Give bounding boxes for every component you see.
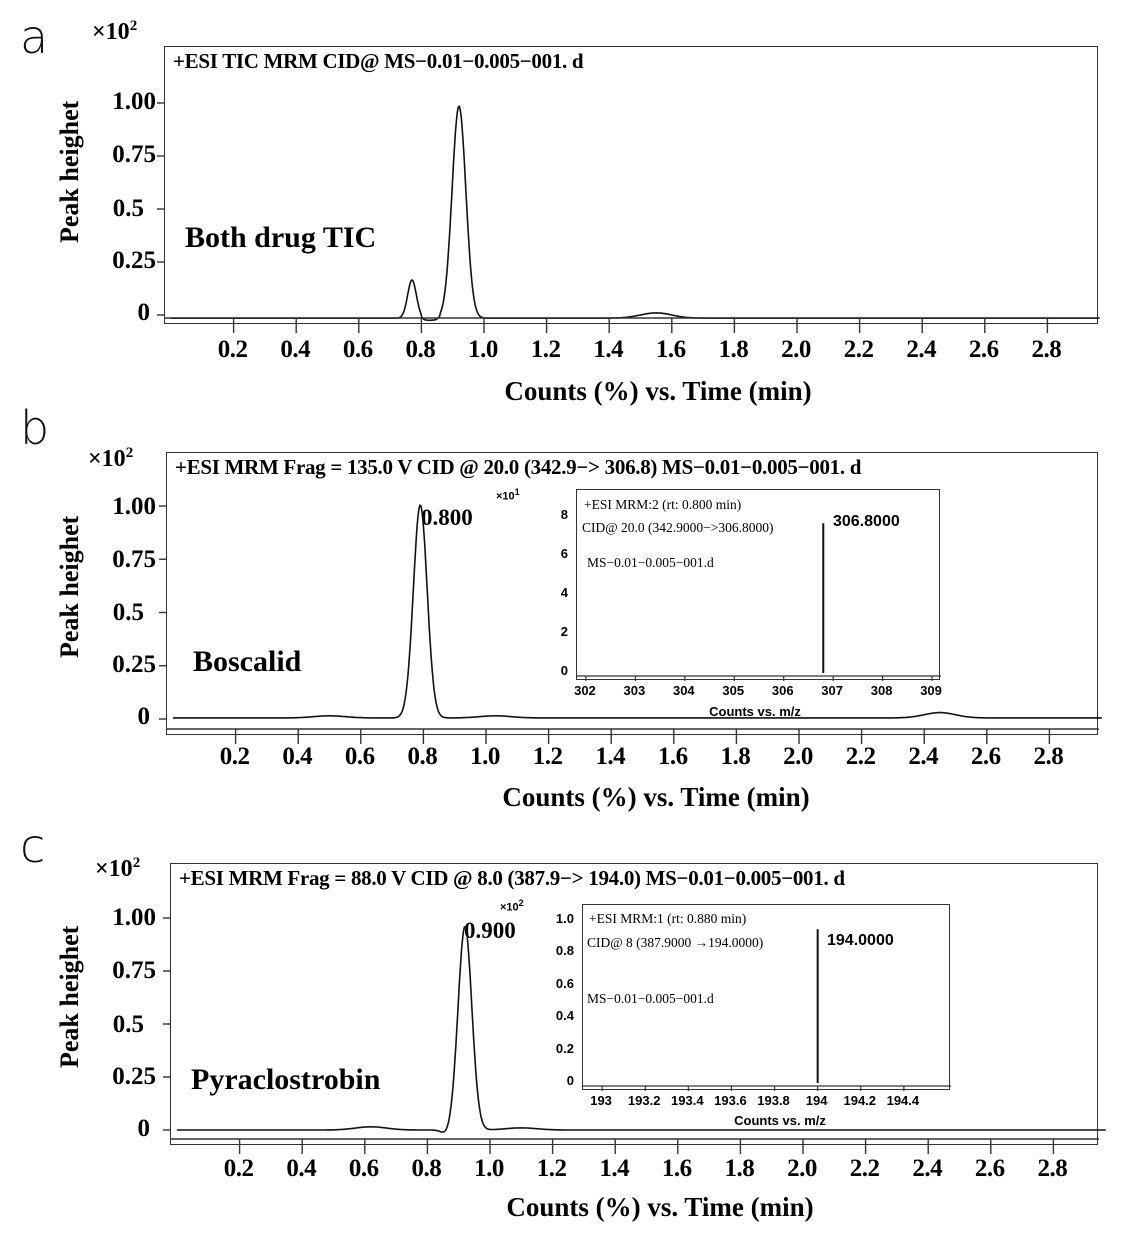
x-tick: 1.4 — [599, 1155, 630, 1182]
x-tick: 1.8 — [718, 336, 749, 363]
x-axis-label: Counts (%) vs. Time (min) — [504, 376, 812, 406]
inset-y-scale-note: $\times 10^2$ — [500, 898, 524, 914]
inset-x-tick: 193.2 — [627, 1093, 661, 1108]
inset-x-axis-label: Counts vs. m/z — [709, 704, 801, 719]
x-tick: 1.8 — [724, 1155, 755, 1182]
y-scale-note: $\times 10^2$ — [88, 445, 134, 472]
inset-x-tick: 307 — [821, 683, 844, 698]
inset-x-axis-label: Counts vs. m/z — [734, 1113, 826, 1128]
x-tick: 2.8 — [1037, 1155, 1068, 1182]
inset-x-tick: 308 — [870, 683, 893, 698]
inset-x-tick: 193.4 — [671, 1093, 704, 1108]
x-tick: 1.2 — [532, 743, 563, 770]
inset-cid-info: CID@ 20.0 (342.9000−>306.8000) — [582, 520, 774, 535]
x-tick: 2.2 — [849, 1155, 880, 1182]
inset-y-tick: 0.8 — [555, 943, 574, 959]
x-tick: 0.8 — [407, 743, 438, 770]
panel-letter-a: a — [20, 10, 49, 64]
inset-y-tick: 4 — [560, 585, 568, 601]
x-axis-label: Counts (%) vs. Time (min) — [502, 782, 810, 812]
y-tick: 0.5 — [112, 599, 144, 626]
y-tick: 0 — [137, 1115, 150, 1142]
y-tick: 0.25 — [112, 1063, 156, 1090]
inset-file-name: MS−0.01−0.005−001.d — [587, 991, 714, 1006]
x-tick: 2.4 — [912, 1155, 943, 1182]
x-tick: 2.6 — [968, 336, 999, 363]
inset-y-tick: 8 — [560, 507, 568, 523]
panel-a — [0, 0, 1121, 420]
x-tick: 0.4 — [282, 743, 313, 770]
x-tick: 1.6 — [661, 1155, 692, 1182]
x-tick: 1.4 — [595, 743, 626, 770]
panel-b — [0, 401, 1121, 825]
y-tick: 0.25 — [112, 247, 156, 274]
inset-cid-info: CID@ 8 (387.9000 →194.0000) — [587, 935, 764, 950]
y-scale-note: $\times 10^2$ — [92, 18, 138, 45]
inset-file-name: MS−0.01−0.005−001.d — [587, 555, 714, 570]
x-tick: 0.2 — [219, 743, 250, 770]
panel-letter-c: c — [20, 819, 46, 873]
panel-letter-b: b — [20, 401, 50, 455]
x-tick: 0.6 — [342, 336, 373, 363]
inset-x-tick: 194.2 — [843, 1093, 877, 1108]
inset-y-tick: 0.2 — [555, 1040, 574, 1056]
x-tick: 2.2 — [843, 336, 874, 363]
y-axis-label: Peak heighet — [55, 515, 84, 658]
x-tick: 1.0 — [468, 336, 498, 363]
inset-x-tick: 304 — [672, 683, 695, 698]
inset-x-tick: 194.4 — [886, 1093, 920, 1108]
x-tick: 1.6 — [657, 743, 688, 770]
chromatogram-trace-a — [165, 47, 1099, 325]
x-tick: 1.6 — [655, 336, 686, 363]
x-tick: 1.4 — [593, 336, 624, 363]
y-axis-label: Peak heighet — [55, 925, 84, 1068]
y-tick: 0.5 — [112, 1011, 144, 1038]
compound-annotation: Boscalid — [193, 645, 302, 678]
y-tick: 0.5 — [112, 195, 144, 222]
inset-plot-box — [582, 904, 950, 1090]
x-tick: 1.2 — [530, 336, 561, 363]
x-tick: 0.2 — [223, 1155, 254, 1182]
x-tick: 2.0 — [787, 1155, 817, 1182]
x-tick: 2.4 — [906, 336, 937, 363]
inset-scan-info: +ESI MRM:2 (rt: 0.800 min) — [584, 497, 742, 512]
x-tick: 2.6 — [974, 1155, 1005, 1182]
x-tick: 1.8 — [720, 743, 751, 770]
compound-annotation: Both drug TIC — [185, 221, 377, 254]
inset-x-tick: 193 — [590, 1093, 612, 1108]
x-tick: 0.4 — [280, 336, 311, 363]
inset-peak-mz-label: 194.0000 — [827, 932, 894, 949]
y-tick: 1.00 — [112, 493, 156, 520]
y-tick: 0.75 — [112, 546, 156, 573]
mass-spectrum-inset-b — [496, 485, 950, 725]
inset-x-tick: 194 — [805, 1093, 828, 1108]
y-tick: 0.75 — [112, 141, 156, 168]
inset-x-tick: 305 — [722, 683, 745, 698]
x-tick: 0.8 — [411, 1155, 442, 1182]
inset-spectrum-bars — [577, 490, 941, 681]
inset-peak-mz-label: 306.8000 — [833, 513, 900, 530]
inset-y-tick: 6 — [560, 546, 568, 562]
y-tick: 0.75 — [112, 957, 156, 984]
chromatogram-plot-a — [164, 46, 1098, 324]
y-tick: 0 — [137, 299, 150, 326]
y-axis-label: Peak heighet — [55, 100, 84, 243]
x-tick: 0.8 — [405, 336, 436, 363]
plot-title: +ESI MRM Frag = 135.0 V CID @ 20.0 (342.9−> 306.8) MS−0.01−0.005−001. d — [175, 455, 862, 479]
x-tick: 2.0 — [783, 743, 813, 770]
plot-title: +ESI TIC MRM CID@ MS−0.01−0.005−001. d — [173, 49, 584, 73]
x-tick: 2.2 — [845, 743, 876, 770]
peak-retention-time-label: 0.800 — [421, 505, 473, 530]
y-tick: 1.00 — [112, 88, 156, 115]
inset-y-tick: 0 — [560, 663, 568, 678]
inset-x-tick: 303 — [623, 683, 646, 698]
inset-y-tick: 1.0 — [555, 911, 574, 927]
inset-y-tick: 0.4 — [555, 1008, 574, 1024]
x-tick: 0.2 — [217, 336, 248, 363]
inset-y-tick: 2 — [560, 624, 568, 640]
inset-x-tick: 306 — [771, 683, 794, 698]
inset-plot-box — [576, 489, 940, 680]
x-tick: 1.0 — [470, 743, 500, 770]
inset-x-tick: 193.8 — [757, 1093, 790, 1108]
x-tick: 2.0 — [781, 336, 811, 363]
x-tick: 2.8 — [1031, 336, 1062, 363]
inset-x-tick: 302 — [574, 683, 596, 698]
y-tick: 0 — [137, 703, 150, 730]
inset-y-tick: 0 — [566, 1073, 574, 1088]
x-axis-label: Counts (%) vs. Time (min) — [506, 1192, 814, 1222]
x-tick: 2.6 — [970, 743, 1001, 770]
plot-title: +ESI MRM Frag = 88.0 V CID @ 8.0 (387.9−> 194.0) MS−0.01−0.005−001. d — [179, 866, 845, 890]
inset-x-tick: 309 — [920, 683, 942, 698]
x-tick: 0.4 — [286, 1155, 317, 1182]
inset-scan-info: +ESI MRM:1 (rt: 0.880 min) — [589, 911, 747, 926]
mass-spectrum-inset-c — [500, 890, 950, 1140]
x-tick: 0.6 — [344, 743, 375, 770]
inset-spectrum-bars — [583, 905, 951, 1091]
x-tick: 0.6 — [348, 1155, 379, 1182]
compound-annotation: Pyraclostrobin — [191, 1063, 381, 1096]
x-tick: 1.0 — [474, 1155, 504, 1182]
panel-c — [0, 815, 1121, 1243]
x-tick: 2.4 — [908, 743, 939, 770]
inset-y-tick: 0.6 — [555, 975, 574, 991]
x-tick: 2.8 — [1033, 743, 1064, 770]
y-tick: 1.00 — [112, 904, 156, 931]
y-scale-note: $\times 10^2$ — [95, 855, 141, 882]
y-tick: 0.25 — [112, 651, 156, 678]
peak-retention-time-label: 0.900 — [464, 918, 516, 943]
x-tick: 1.2 — [536, 1155, 567, 1182]
inset-x-tick: 193.6 — [714, 1093, 747, 1108]
inset-y-scale-note: $\times 10^1$ — [496, 487, 520, 503]
